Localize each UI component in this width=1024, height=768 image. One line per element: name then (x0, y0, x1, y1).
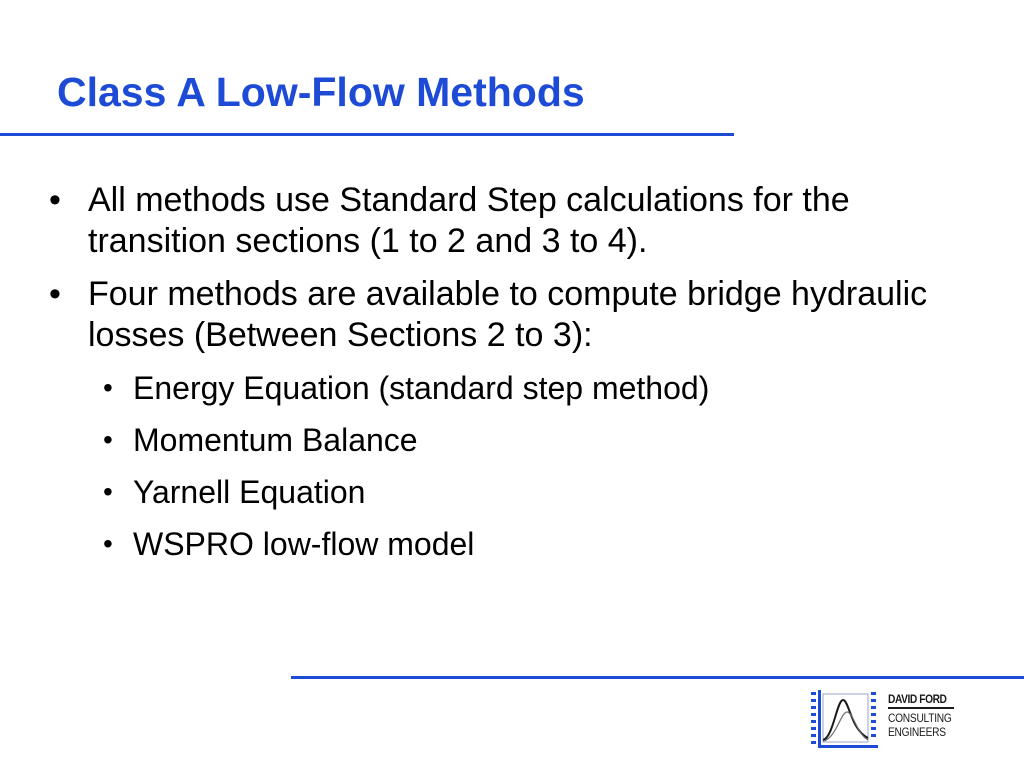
footer-divider (291, 676, 1024, 679)
title-divider (0, 133, 734, 136)
logo-name: DAVID FORD (888, 692, 947, 706)
sub-bullet-item (103, 472, 933, 512)
bullet-marker: • (49, 275, 61, 313)
bullet-text: Four methods are available to compute bridge hydraulic losses (Between Sections 2 to 3): (88, 275, 928, 354)
sub-bullet-marker: • (103, 528, 113, 559)
bullet-list (0, 180, 1024, 576)
sub-bullet-text: Yarnell Equation (133, 474, 366, 510)
bullet-marker: • (49, 181, 61, 219)
sub-bullet-marker: • (103, 424, 113, 455)
sub-bullet-marker: • (103, 476, 113, 507)
logo-line-2: CONSULTING (888, 711, 952, 725)
bullet-item (49, 180, 948, 262)
sub-bullet-text: WSPRO low-flow model (133, 526, 475, 562)
sub-bullet-marker: • (103, 372, 113, 403)
company-logo (811, 690, 961, 750)
sub-bullet-item (103, 368, 933, 408)
logo-underline (888, 707, 954, 709)
sub-bullet-text: Energy Equation (standard step method) (133, 370, 710, 406)
bullet-item (49, 274, 948, 356)
logo-wordmark (888, 692, 963, 739)
bullet-text: All methods use Standard Step calculations for the transition sections (1 to 2 and 3 to 4). (88, 181, 850, 260)
sub-bullet-item (103, 524, 933, 564)
logo-line-3: ENGINEERS (888, 725, 946, 739)
slide-title: Class A Low-Flow Methods (57, 69, 585, 115)
sub-bullet-item (103, 420, 933, 460)
sub-bullet-text: Momentum Balance (133, 422, 418, 458)
hydrograph-logo-icon (811, 690, 881, 750)
